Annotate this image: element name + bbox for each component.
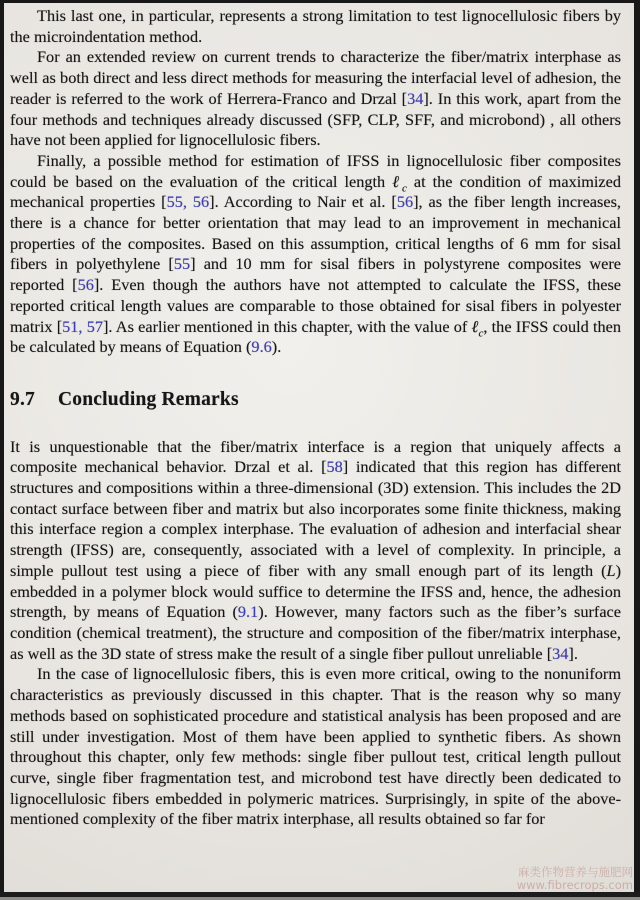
- page-text-block: [10, 6, 621, 893]
- book-page: [4, 3, 634, 893]
- section-heading: [10, 390, 621, 411]
- paragraphs-after-heading: [10, 437, 621, 830]
- watermark-url-text: www.fibrecrops.com: [516, 877, 633, 892]
- section-title: Concluding Remarks: [57, 388, 239, 410]
- citation-ref: 55, 56: [166, 192, 210, 212]
- equation-ref: 9.6: [251, 337, 272, 357]
- citation-ref: 51, 57: [62, 316, 103, 336]
- paragraph: In the case of lignocellulosic fibers, this is even more critical, owing to the nonuniform characteristics as previously discussed in this chapter. That is the reason why so many methods based on sophisticated procedure and statistical analysis has been proposed and are still under investigation. Most of them have been applied to synthetic fibers. As shown throughout this chapter, only few methods: single fiber pullout test, critical length pullout curve, single fiber fragmentation test, and microbond test have directly been dedicated to lignocellulosic fibers embedded in polymeric matrices. Surprisingly, in spite of the above-mentioned complexity of the fiber matrix interphase, all results obtained so far for: [10, 664, 621, 829]
- watermark-chinese-text: 麻类作物营养与施肥网: [518, 865, 633, 879]
- citation-ref: 56: [396, 192, 414, 212]
- paragraph: It is unquestionable that the fiber/matrix interface is a region that uniquely affects a composite mechanical behavior. Drzal et al. [58] indicated that this region has different structures and compositions within a three-dimensional (3D) extension. This includes the 2D contact surface between fiber and matrix but also incorporates some finite thickness, making this interface region a complex interphase. The evaluation of adhesion and interfacial shear strength (IFSS) are, consequently, associated with a level of complexity. In principle, a simple pullout test using a piece of fiber with any small enough part of its length (L) embedded in a polymer block would suffice to determine the IFSS and, hence, the adhesion strength, by means of Equation (9.1). However, many factors such as the fiber’s surface condition (chemical treatment), the structure and composition of the fiber/matrix interphase, as well as the 3D state of stress make the result of a single fiber pullout unreliable [34].: [10, 436, 621, 663]
- citation-ref: 58: [326, 457, 343, 477]
- section-number: 9.7: [10, 388, 35, 410]
- paragraph: For an extended review on current trends to characterize the fiber/matrix interphase as well as both direct and less direct methods for measuring the interfacial level of adhesion, the reader is referred to the work of Herrera-Franco and Drzal [34]. In this work, apart from the four methods and techniques already discussed (SFP, CLP, SFF, and microbond) , all others have not been applied for lignocellulosic fibers.: [10, 47, 621, 150]
- paragraph: This last one, in particular, represents a strong limitation to test lignocellulosic fibers by the microindentation method.: [10, 6, 621, 46]
- citation-ref: 34: [407, 88, 424, 108]
- paragraphs-before-heading: [10, 6, 621, 358]
- critical-length-symbol: ℓ$_c$: [471, 316, 484, 339]
- citation-ref: 55: [173, 254, 191, 274]
- citation-ref: 56: [77, 275, 94, 295]
- italic-variable: L: [606, 560, 616, 580]
- citation-ref: 34: [552, 643, 569, 663]
- paragraph: Finally, a possible method for estimation of IFSS in lignocellulosic fiber composites could be based on the evaluation of the critical length ℓ$_c$ at the condition of maximized mechanical properties [55, 56]. According to Nair et al. [56], as the fiber length increases, there is a chance for better orientation that may lead to an improvement in mechanical properties of the composites. Based on this assumption, critical lengths of 6 mm for sisal fibers in polyethylene [55] and 10 mm for sisal fibers in polystyrene composites were reported [56]. Even though the authors have not attempted to calculate the IFSS, these reported critical length values are comparable to those obtained for sisal fibers in polyester matrix [51, 57]. As earlier mentioned in this chapter, with the value of ℓ$_c$, the IFSS could then be calculated by means of Equation (9.6).: [10, 150, 621, 357]
- equation-ref: 9.1: [237, 602, 259, 622]
- critical-length-symbol: ℓ$_c$: [392, 171, 407, 194]
